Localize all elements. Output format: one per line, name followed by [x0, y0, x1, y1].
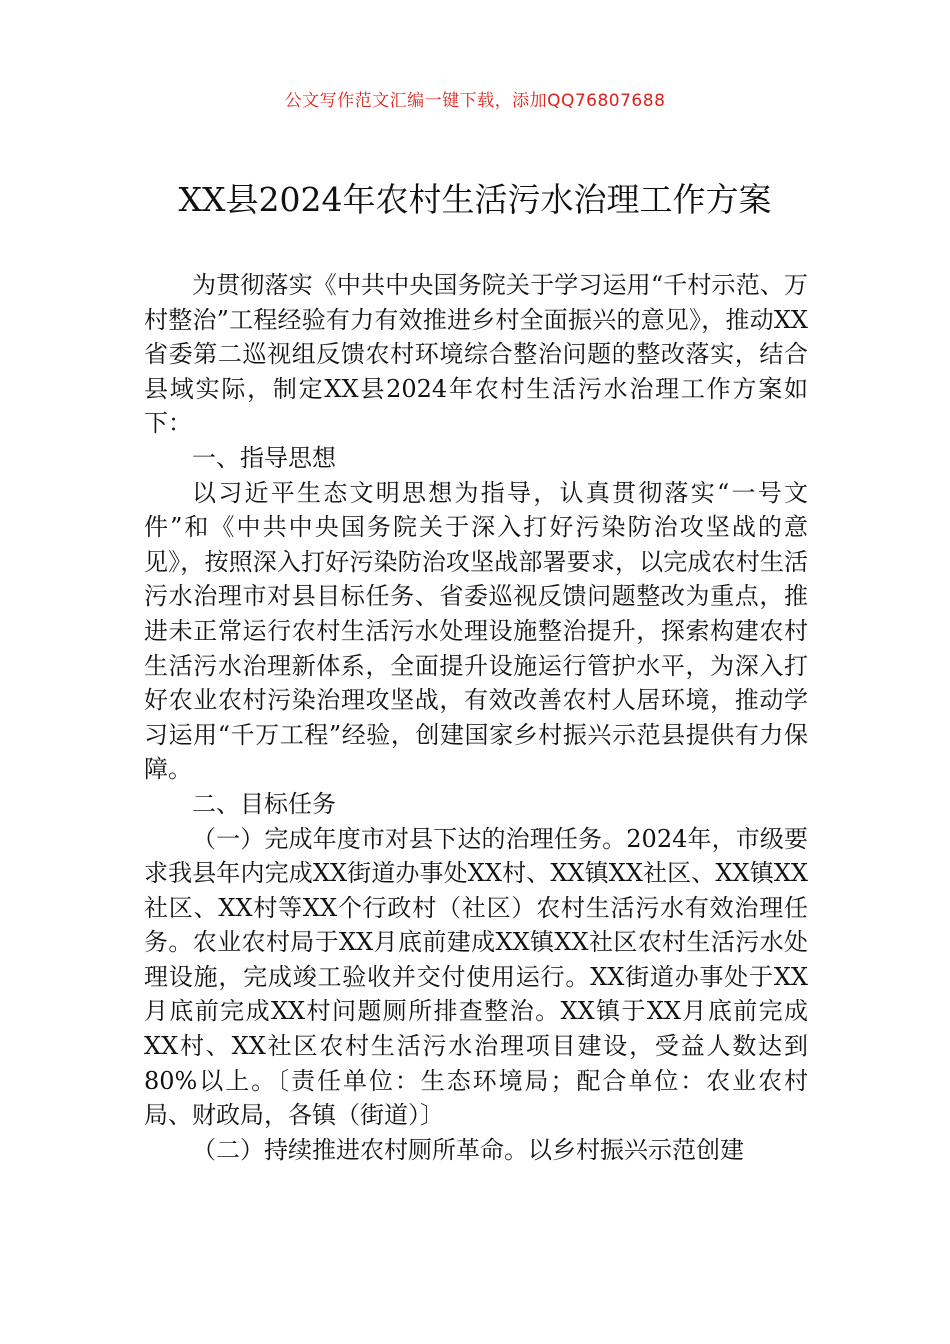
- target-item-1-paragraph: （一）完成年度市对县下达的治理任务。2024年，市级要求我县年内完成XX街道办事处XX村、XX镇XX社区、XX镇XX社区、XX村等XX个行政村（社区）农村生活污水有效治理任务。农业农村局于XX月底前建成XX镇XX社区农村生活污水处理设施，完成竣工验收并交付使用运行。XX街道办事处于XX月底前完成XX村问题厕所排查整治。XX镇于XX月底前完成XX村、XX社区农村生活污水治理项目建设，受益人数达到80%以上。〔责任单位：生态环境局；配合单位：农业农村局、财政局，各镇（街道）〕: [144, 824, 808, 1130]
- target-item-2-paragraph: （二）持续推进农村厕所革命。以乡村振兴示范创建: [192, 1135, 744, 1164]
- section-heading-targets: 二、目标任务: [192, 789, 336, 818]
- document-body: [144, 268, 808, 1167]
- download-banner: 公文写作范文汇编一键下载，添加QQ76807688: [284, 91, 666, 111]
- document-title: XX县2024年农村生活污水治理工作方案: [178, 180, 772, 219]
- guiding-ideology-paragraph: 以习近平生态文明思想为指导，认真贯彻落实“一号文件”和《中共中央国务院关于深入打好污染防治攻坚战的意见》，按照深入打好污染防治攻坚战部署要求，以完成农村生活污水治理市对县目标任务、省委巡视反馈问题整改为重点，推进未正常运行农村生活污水处理设施整治提升，探索构建农村生活污水治理新体系，全面提升设施运行管护水平，为深入打好农业农村污染治理攻坚战，有效改善农村人居环境，推动学习运用“千万工程”经验，创建国家乡村振兴示范县提供有力保障。: [144, 478, 808, 784]
- intro-paragraph: 为贯彻落实《中共中央国务院关于学习运用“千村示范、万村整治”工程经验有力有效推进乡村全面振兴的意见》，推动XX省委第二巡视组反馈农村环境综合整治问题的整改落实，结合县域实际，制定XX县2024年农村生活污水治理工作方案如下：: [144, 271, 808, 438]
- section-heading-guiding-ideology: 一、指导思想: [192, 443, 336, 472]
